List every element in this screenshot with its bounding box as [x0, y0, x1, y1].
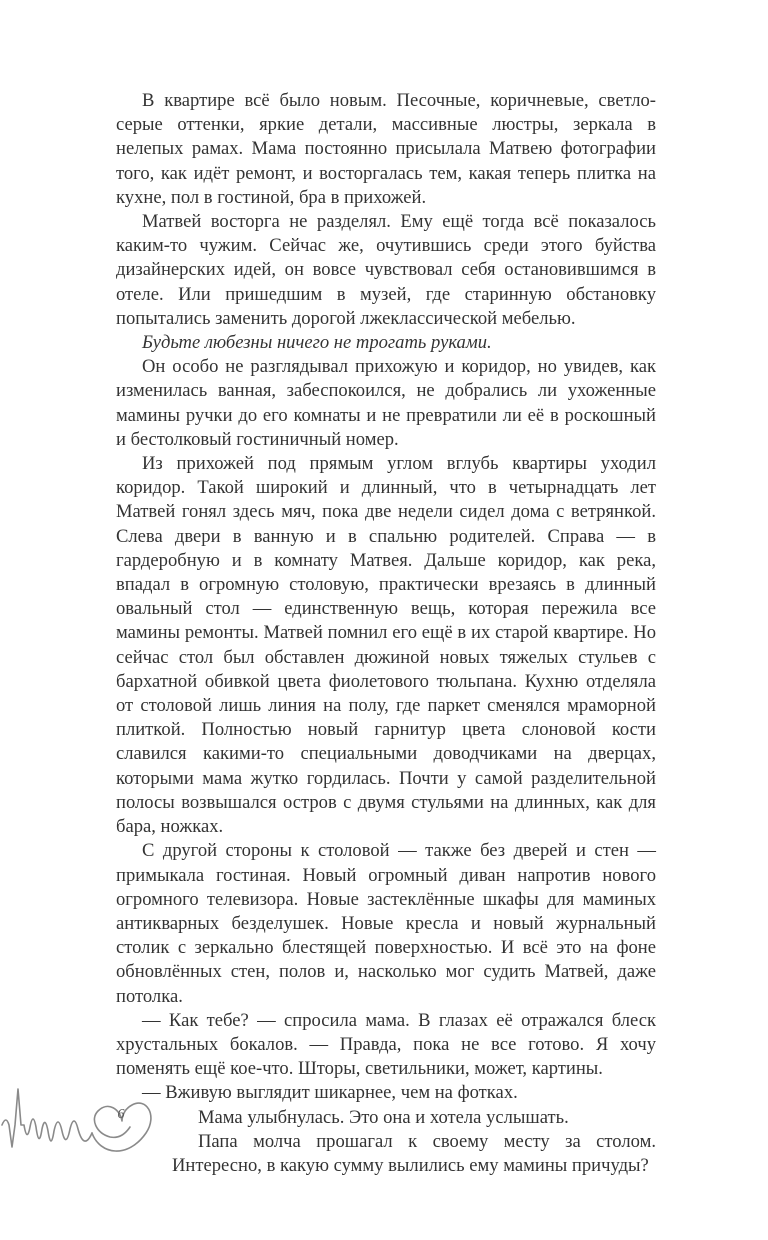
page-number: 6: [117, 1107, 125, 1122]
italic-paragraph: Будьте любезны ничего не трогать руками.: [142, 332, 492, 354]
heartbeat-heart-ornament-icon: [0, 1075, 160, 1170]
dialogue-paragraph: — Вживую выглядит шикарнее, чем на фотках.: [142, 1082, 518, 1104]
paragraph: Он особо не разглядывал прихожую и коридор, но увидев, как изменилась ванная, забеспокоился, не добрались ли ухоженные мамины ручки до его комнаты и не превратили ли её в роскошный и бестолковый гостиничный номер.: [116, 356, 656, 450]
dialogue-paragraph: — Как тебе? — спросила мама. В глазах её отражался блеск хрустальных бокалов. — Правда, пока не все готово. Я хочу поменять ещё кое-что. Шторы, светильники, может, картины.: [116, 1009, 656, 1080]
paragraph: Матвей восторга не разделял. Ему ещё тогда всё показалось каким-то чужим. Сейчас же, очутившись среди этого буйства дизайнерских идей, он вовсе чувствовал себя остановившимся в отеле. Или пришедшим в музей, где старинную обстановку попытались заменить дорогой лжеклассической мебелью.: [116, 211, 656, 329]
paragraph: Мама улыбнулась. Это она и хотела услышать.: [198, 1106, 569, 1128]
paragraph: Из прихожей под прямым углом вглубь квартиры уходил коридор. Такой широкий и длинный, что в четырнадцать лет Матвей гонял здесь мяч, пока две недели сидел дома с ветрянкой. Слева двери в ванную и в спальню родителей. Справа — в гардеробную и в комнату Матвея. Дальше коридор, как река, впадал в огромную столовую, практически врезаясь в длинный овальный стол — единственную вещь, которая пережила все мамины ремонты. Матвей помнил его ещё в их старой квартире. Но сейчас стол был обставлен дюжиной новых тяжелых стульев с бархатной обивкой цвета фиолетового тюльпана. Кухню отделяла от столовой лишь линия на полу, где паркет сменялся мраморной плиткой. Полностью новый гарнитур цвета слоновой кости славился какими-то специальными доводчиками на дверцах, которыми мама жутко гордилась. Почти у самой разделительной полосы возвышался остров с двумя стульями на длинных, как для бара, ножках.: [116, 453, 656, 838]
page-body: [116, 89, 656, 1178]
paragraph: С другой стороны к столовой — также без дверей и стен — примыкала гостиная. Новый огромный диван напротив нового огромного телевизора. Новые застеклённые шкафы для маминых антикварных безделушек. Новые кресла и новый журнальный столик с зеркально блестящей поверхностью. И всё это на фоне обновлённых стен, полов и, насколько мог судить Матвей, даже потолка.: [116, 840, 656, 1007]
paragraph: Папа молча прошагал к своему месту за столом. Интересно, в какую сумму вылились ему мамины причуды?: [172, 1130, 656, 1176]
paragraph: В квартире всё было новым. Песочные, коричневые, светло-серые оттенки, яркие детали, массивные люстры, зеркала в нелепых рамах. Мама постоянно присылала Матвею фотографии того, как идёт ремонт, и восторгалась тем, какая теперь плитка на кухне, пол в гостиной, бра в прихожей.: [116, 90, 656, 208]
